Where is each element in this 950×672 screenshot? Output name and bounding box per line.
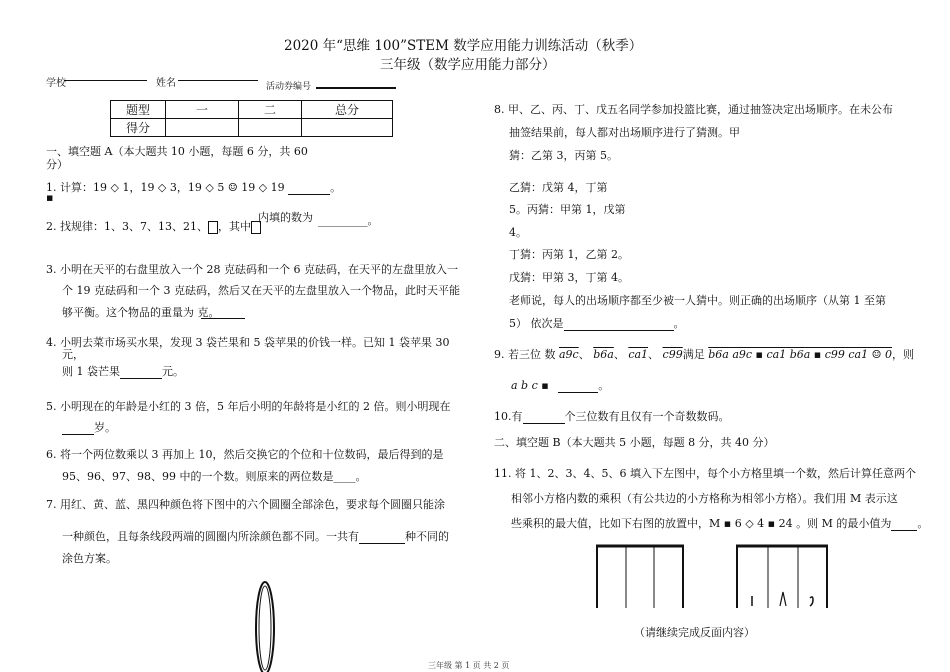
q8-tail: 。: [673, 317, 685, 330]
section-a-heading-cont: 分）: [46, 158, 68, 171]
q7-tail: 种不同的: [405, 530, 449, 543]
q5-line-1: 5. 小明现在的年龄是小红的 3 倍，5 年后小明的年龄将是小红的 2 倍。则小明现在: [46, 400, 451, 413]
q11-line-1: 11. 将 1、2、3、4、5、6 填入下左图中，每个小方格里填一个数，然后计算任意两个: [494, 467, 916, 480]
question-10: [494, 408, 730, 424]
q7-circle-inner: [259, 586, 271, 670]
question-9: [494, 346, 914, 362]
q9-num-c99: c99: [662, 348, 683, 361]
q7-line-1: 7. 用红、黄、蓝、黑四种颜色将下图中的六个圆圈全部涂色，要求每个圆圈只能涂: [46, 498, 445, 511]
q9-sep-3: 、: [648, 348, 660, 361]
q8-line-3: 猜：乙第 3，丙第 5。: [509, 149, 618, 162]
q8-line-9: 老师说，每人的出场顺序都至少被一人猜中。则正确的出场顺序（从第 1 至第: [509, 294, 886, 307]
q4-line-1: 4. 小明去菜市场买水果，发现 3 袋芒果和 5 袋苹果的价钱一样。已知 1 袋苹果 30: [46, 336, 450, 349]
question-2: [46, 218, 261, 234]
q9-sep-1: 、: [578, 348, 590, 361]
q8-line-8: 戊猜：甲第 3，丁第 4。: [509, 271, 629, 284]
q11-right-grid: [730, 540, 834, 610]
school-label: 学校: [46, 78, 66, 89]
q3-line-2: 个 19 克砝码和一个 3 克砝码，然后又在天平的左盘里放入一个物品，此时天平能: [62, 284, 460, 297]
q9-num-a9c: a9c: [559, 348, 579, 361]
q2-box: [208, 221, 218, 234]
q7-line-2: [62, 528, 449, 544]
q9-answer-blank[interactable]: [558, 382, 598, 393]
score-col-two: 二: [239, 101, 302, 119]
question-1: [46, 179, 341, 195]
q8-text: 5） 依次是: [509, 317, 564, 330]
q11-left-grid: [590, 540, 688, 610]
q4-answer-blank[interactable]: [120, 368, 162, 379]
q8-line-4: 乙猜：戊第 4，丁第: [509, 181, 608, 194]
q11-line-2: 相邻小方格内数的乘积（有公共边的小方格称为相邻小方格）。我们用 M 表示这: [511, 492, 898, 505]
ticket-label: 活动券编号: [266, 82, 312, 92]
q4-line-3: [62, 363, 184, 379]
q2-answer-blank[interactable]: _________。: [318, 214, 379, 227]
name-label: 姓名: [156, 78, 176, 89]
q8-answer-blank[interactable]: [564, 320, 674, 331]
q9-num-b6a: b6a: [593, 348, 614, 361]
section-b-heading: 二、填空题 B（本大题共 5 小题，每题 8 分，共 40 分）: [494, 436, 775, 449]
score-cell-total[interactable]: [302, 119, 393, 137]
q4-text: 则 1 袋芒果: [62, 365, 120, 378]
score-col-one: 一: [166, 101, 239, 119]
title-line-1: 2020 年“思维 100”STEM 数学应用能力训练活动（秋季）: [284, 38, 643, 54]
q8-line-6: 4。: [509, 226, 527, 239]
q9-text-c: ，则: [891, 348, 914, 361]
score-col-total: 总分: [302, 101, 393, 119]
score-cell-two[interactable]: [239, 119, 302, 137]
title-line-2: 三年级（数学应用能力部分）: [380, 57, 556, 73]
q8-line-10: [509, 315, 685, 331]
q1-tail: 。: [330, 181, 342, 194]
name-field[interactable]: [178, 80, 258, 81]
q9-text: 9. 若三位 数: [494, 348, 556, 361]
grid-digit-stroke: [810, 597, 813, 606]
q9-text-b: 满足: [682, 348, 705, 361]
score-row-label: 得分: [111, 119, 166, 137]
q7-answer-blank[interactable]: [359, 533, 405, 544]
q3-answer-blank[interactable]: [201, 318, 245, 319]
q7-figure: [250, 578, 280, 672]
q7-line-3: 涂色方案。: [62, 552, 117, 565]
q10-answer-blank[interactable]: [523, 413, 565, 424]
continue-note: （请继续完成反面内容）: [634, 626, 755, 639]
q2-text: 2. 找规律：1、3、7、13、21、: [46, 220, 208, 233]
q1-text: 1. 计算：19 ◇ 1，19 ◇ 3，19 ◇ 5 ☺ 19 ◇ 19: [46, 181, 285, 194]
q1-mark: ▪: [46, 191, 54, 204]
section-a-heading: 一、填空题 A（本大题共 10 小题，每题 6 分，共 60: [46, 145, 308, 158]
score-cell-one[interactable]: [166, 119, 239, 137]
q11-line-3: [511, 515, 928, 531]
q7-text: 一种颜色，且每条线段两端的圆圈内所涂颜色都不同。一共有: [62, 530, 359, 543]
q9-tail: 。: [598, 379, 610, 392]
q10-text: 10.有: [494, 410, 523, 423]
q2-text-c: 内填的数为: [258, 211, 313, 224]
score-table: [110, 100, 393, 137]
q4-line-2: 元，: [62, 348, 84, 361]
q11-answer-blank[interactable]: [891, 520, 917, 531]
q8-line-1: 8. 甲、乙、丙、丁、戊五名同学参加投篮比赛，通过抽签决定出场顺序。在未公布: [494, 103, 893, 116]
q8-line-2: 抽签结果前，每人都对出场顺序进行了猜测。甲: [509, 126, 740, 139]
q3-line-1: 3. 小明在天平的右盘里放入一个 28 克砝码和一个 6 克砝码，在天平的左盘里放入一: [46, 263, 458, 276]
q8-line-5: 5。丙猜：甲第 1，戊第: [509, 203, 626, 216]
q9-equation: b6a a9c ▪ ca1 b6a ▪ c99 ca1 ☺ 0: [708, 348, 892, 361]
q2-text-b: ，其中: [217, 220, 251, 233]
ticket-field[interactable]: [316, 87, 396, 89]
q9-num-ca1: ca1: [628, 348, 649, 361]
q11-text: 些乘积的最大值，比如下右图的放置中，M ▪ 6 ◇ 4 ▪ 24 。则 M 的最小值为: [511, 517, 892, 530]
q8-line-7: 丁猜：丙第 1，乙第 2。: [509, 248, 629, 261]
q1-answer-blank[interactable]: [288, 184, 330, 195]
q4-tail: 元。: [162, 365, 184, 378]
q5-tail: 岁。: [94, 421, 116, 434]
q9-line-2: [511, 377, 609, 393]
page-footer: 三年级 第 1 页 共 2 页: [428, 661, 510, 670]
score-table-score-row: [111, 119, 393, 137]
q5-line-2: [62, 419, 116, 435]
q6-line-1: 6. 将一个两位数乘以 3 再加上 10，然后交换它的个位和十位数码，最后得到的是: [46, 448, 444, 461]
q9-vars: a b c ▪: [511, 379, 549, 392]
q11-tail: 。: [917, 517, 929, 530]
score-col-type: 题型: [111, 101, 166, 119]
score-table-header-row: [111, 101, 393, 119]
q9-sep-2: 、: [613, 348, 625, 361]
grid-digit-stroke: [780, 592, 786, 606]
q3-line-3: 够平衡。这个物品的重量为 克。: [62, 306, 220, 319]
school-field[interactable]: [64, 80, 147, 81]
q10-text-b: 个三位数有且仅有一个奇数数码。: [564, 410, 730, 423]
q5-answer-blank[interactable]: [62, 424, 94, 435]
q6-line-2: 95、96、97、98、99 中的一个数。则原来的两位数是____。: [62, 470, 367, 483]
